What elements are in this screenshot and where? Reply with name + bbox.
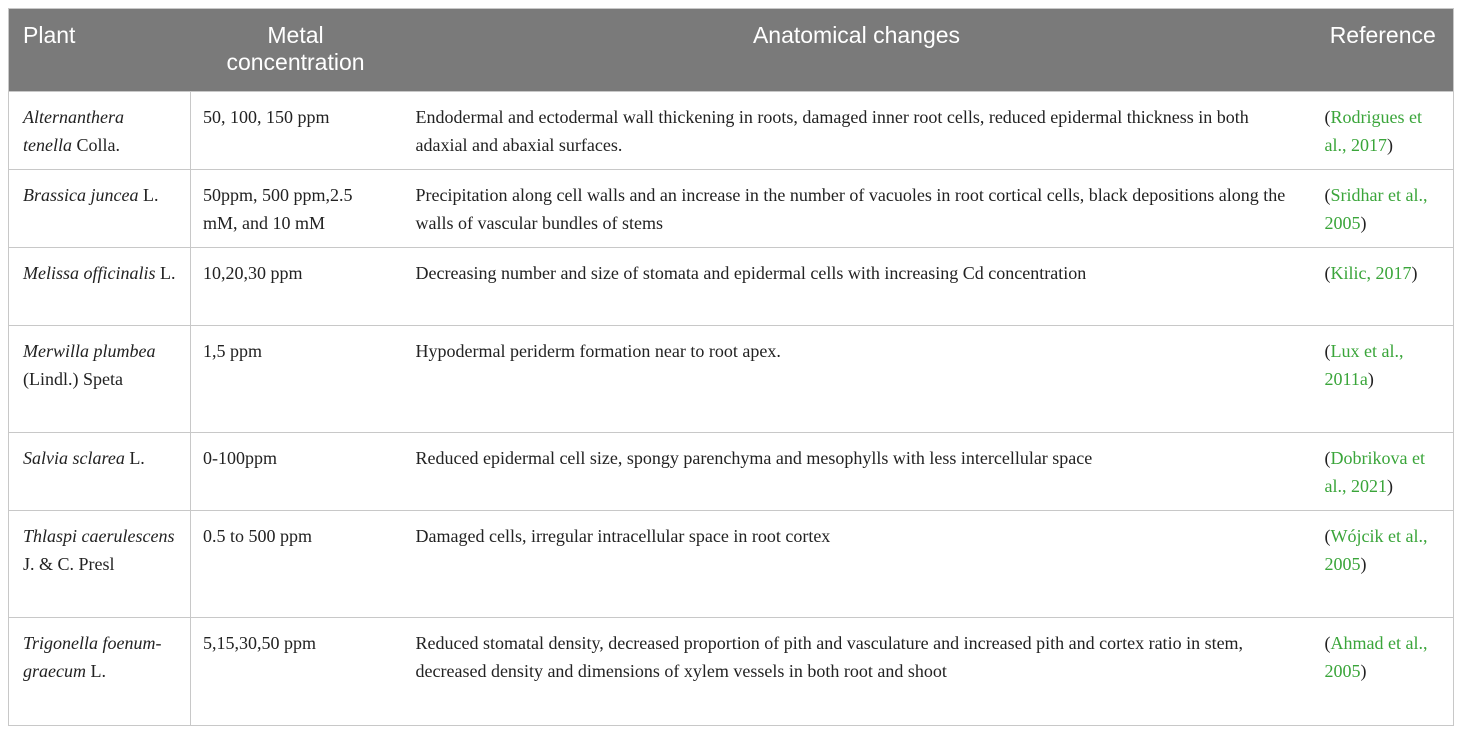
plant-cell <box>9 618 191 726</box>
metal-concentration-cell: 50, 100, 150 ppm <box>191 92 401 170</box>
reference-link[interactable]: Kilic, 2017 <box>1330 263 1412 283</box>
anatomical-changes-table <box>8 8 1454 726</box>
plant-cell <box>9 248 191 326</box>
header-row <box>9 9 1454 92</box>
reference-link[interactable]: Wójcik et al., 2005 <box>1324 526 1428 574</box>
metal-concentration-cell: 0.5 to 500 ppm <box>191 511 401 618</box>
table-row <box>9 433 1454 511</box>
table-row <box>9 170 1454 248</box>
reference-link[interactable]: Sridhar et al., 2005 <box>1324 185 1428 233</box>
header-metal-label <box>203 9 389 76</box>
species-name: Alternanthera tenella <box>23 107 124 155</box>
header-reference <box>1313 9 1454 92</box>
species-authority: J. & C. Presl <box>23 554 115 574</box>
reference-cell: (Dobrikova et al., 2021) <box>1313 433 1454 511</box>
anatomical-changes-cell: Hypodermal periderm formation near to root apex. <box>401 326 1313 433</box>
species-name: Salvia sclarea <box>23 448 125 468</box>
reference-cell: (Wójcik et al., 2005) <box>1313 511 1454 618</box>
plant-cell <box>9 170 191 248</box>
header-metal-line2: concentration <box>226 49 365 75</box>
metal-concentration-cell: 5,15,30,50 ppm <box>191 618 401 726</box>
plant-cell <box>9 326 191 433</box>
table-body <box>9 92 1454 726</box>
plant-cell <box>9 92 191 170</box>
species-authority: L. <box>85 661 106 681</box>
species-authority: L. <box>138 185 159 205</box>
table-row <box>9 248 1454 326</box>
header-reference-label: Reference <box>1329 22 1436 48</box>
header-plant-label: Plant <box>23 22 76 48</box>
species-authority: L. <box>124 448 145 468</box>
plant-cell <box>9 511 191 618</box>
table-row <box>9 92 1454 170</box>
reference-link[interactable]: Dobrikova et al., 2021 <box>1324 448 1425 496</box>
species-authority: (Lindl.) Speta <box>23 369 123 389</box>
metal-concentration-cell: 1,5 ppm <box>191 326 401 433</box>
header-metal-line1: Metal <box>267 22 324 48</box>
anatomical-changes-cell: Decreasing number and size of stomata and epidermal cells with increasing Cd concentration <box>401 248 1313 326</box>
reference-link[interactable]: Lux et al., 2011a <box>1324 341 1404 389</box>
header-anatomical-changes <box>401 9 1313 92</box>
reference-cell: (Ahmad et al., 2005) <box>1313 618 1454 726</box>
anatomical-changes-cell: Endodermal and ectodermal wall thickening in roots, damaged inner root cells, reduced epidermal thickness in both adaxial and abaxial surfaces. <box>401 92 1313 170</box>
reference-link[interactable]: Ahmad et al., 2005 <box>1324 633 1428 681</box>
table-container <box>8 8 1453 726</box>
metal-concentration-cell: 10,20,30 ppm <box>191 248 401 326</box>
species-name: Merwilla plumbea <box>23 341 156 361</box>
species-authority: Colla. <box>71 135 120 155</box>
header-plant <box>9 9 191 92</box>
anatomical-changes-cell: Damaged cells, irregular intracellular space in root cortex <box>401 511 1313 618</box>
reference-cell: (Rodrigues et al., 2017) <box>1313 92 1454 170</box>
anatomical-changes-cell: Reduced stomatal density, decreased proportion of pith and vasculature and increased pith and cortex ratio in stem, decreased density and dimensions of xylem vessels in both root and shoot <box>401 618 1313 726</box>
header-anatomical-label: Anatomical changes <box>752 22 961 48</box>
reference-cell: (Kilic, 2017) <box>1313 248 1454 326</box>
table-row <box>9 618 1454 726</box>
anatomical-changes-cell: Reduced epidermal cell size, spongy parenchyma and mesophylls with less intercellular space <box>401 433 1313 511</box>
anatomical-changes-cell: Precipitation along cell walls and an increase in the number of vacuoles in root cortical cells, black depositions along the walls of vascular bundles of stems <box>401 170 1313 248</box>
metal-concentration-cell: 0-100ppm <box>191 433 401 511</box>
species-name: Trigonella foenum-graecum <box>23 633 162 681</box>
table-header <box>9 9 1454 92</box>
species-name: Brassica juncea <box>23 185 139 205</box>
reference-cell: (Lux et al., 2011a) <box>1313 326 1454 433</box>
species-authority: L. <box>155 263 176 283</box>
species-name: Thlaspi caerulescens <box>23 526 175 546</box>
table-row <box>9 326 1454 433</box>
reference-cell: (Sridhar et al., 2005) <box>1313 170 1454 248</box>
plant-cell <box>9 433 191 511</box>
species-name: Melissa officinalis <box>23 263 156 283</box>
header-metal-concentration <box>191 9 401 92</box>
reference-link[interactable]: Rodrigues et al., 2017 <box>1324 107 1422 155</box>
metal-concentration-cell: 50ppm, 500 ppm,2.5 mM, and 10 mM <box>191 170 401 248</box>
table-row <box>9 511 1454 618</box>
